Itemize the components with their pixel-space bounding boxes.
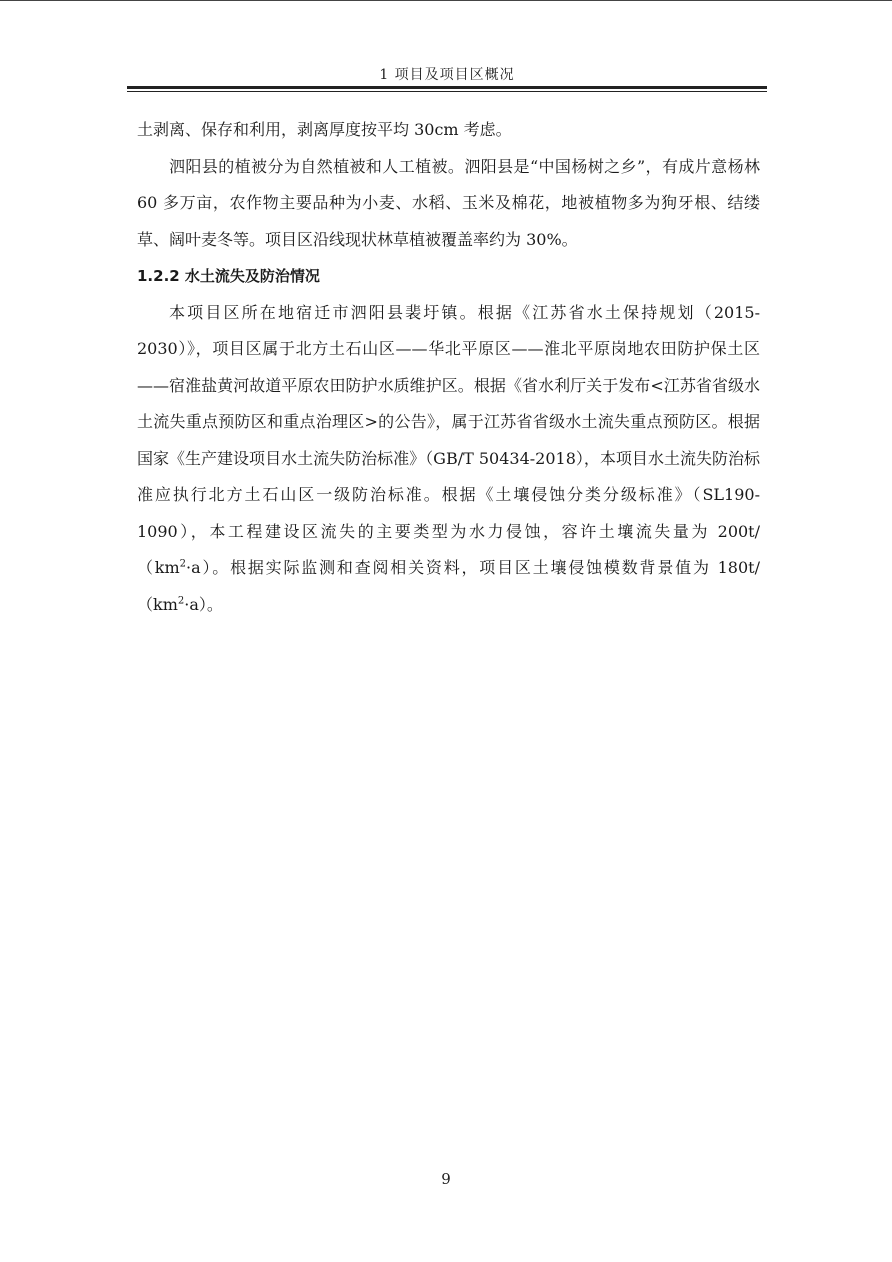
page-number: 9 [441,1170,451,1188]
soil-erosion-text-2: ·a）。根据实际监测和查阅相关资料，项目区土壤侵蚀模数背景值为 180t/（km [137,558,760,614]
header-rule-thin [127,91,767,92]
soil-erosion-text-1: 本项目区所在地宿迁市泗阳县裴圩镇。根据《江苏省水土保持规划（2015-2030）》，项目区属于北方土石山区——华北平原区——淮北平原岗地农田防护保土区——宿淮盐黄河故道平原农田防护水质维护区。根据《省水利厅关于发布<江苏省省级水土流失重点预防区和重点治理区>的公告》，属于江苏省省级水土流失重点预防区。根据国家《生产建设项目水土流失防治标准》（GB/T 50434-2018），本项目水土流失防治标准应执行北方土石山区一级防治标准。根据《土壤侵蚀分类分级标准》（SL190-1090），本工程建设区流失的主要类型为水力侵蚀，容许土壤流失量为 200t/（km [137,302,760,577]
superscript-2: 2 [177,595,185,607]
running-header: 1 项目及项目区概况 [379,67,515,83]
document-body [137,112,760,623]
soil-erosion-text-3: ·a）。 [184,594,223,614]
paragraph-vegetation: 泗阳县的植被分为自然植被和人工植被。泗阳县是“中国杨树之乡”，有成片意杨林 60 多万亩，农作物主要品种为小麦、水稻、玉米及棉花，地被植物多为狗牙根、结缕草、阔叶麦冬等。项目区沿线现状林草植被覆盖率约为 30%。 [137,156,760,249]
page-top-border [0,0,892,1]
paragraph-soil-erosion [137,295,760,624]
paragraph-topsoil: 土剥离、保存和利用，剥离厚度按平均 30cm 考虑。 [137,120,512,139]
section-heading: 1.2.2 水土流失及防治情况 [137,267,320,285]
header-rule-thick [127,86,767,89]
superscript-2: 2 [179,558,187,570]
